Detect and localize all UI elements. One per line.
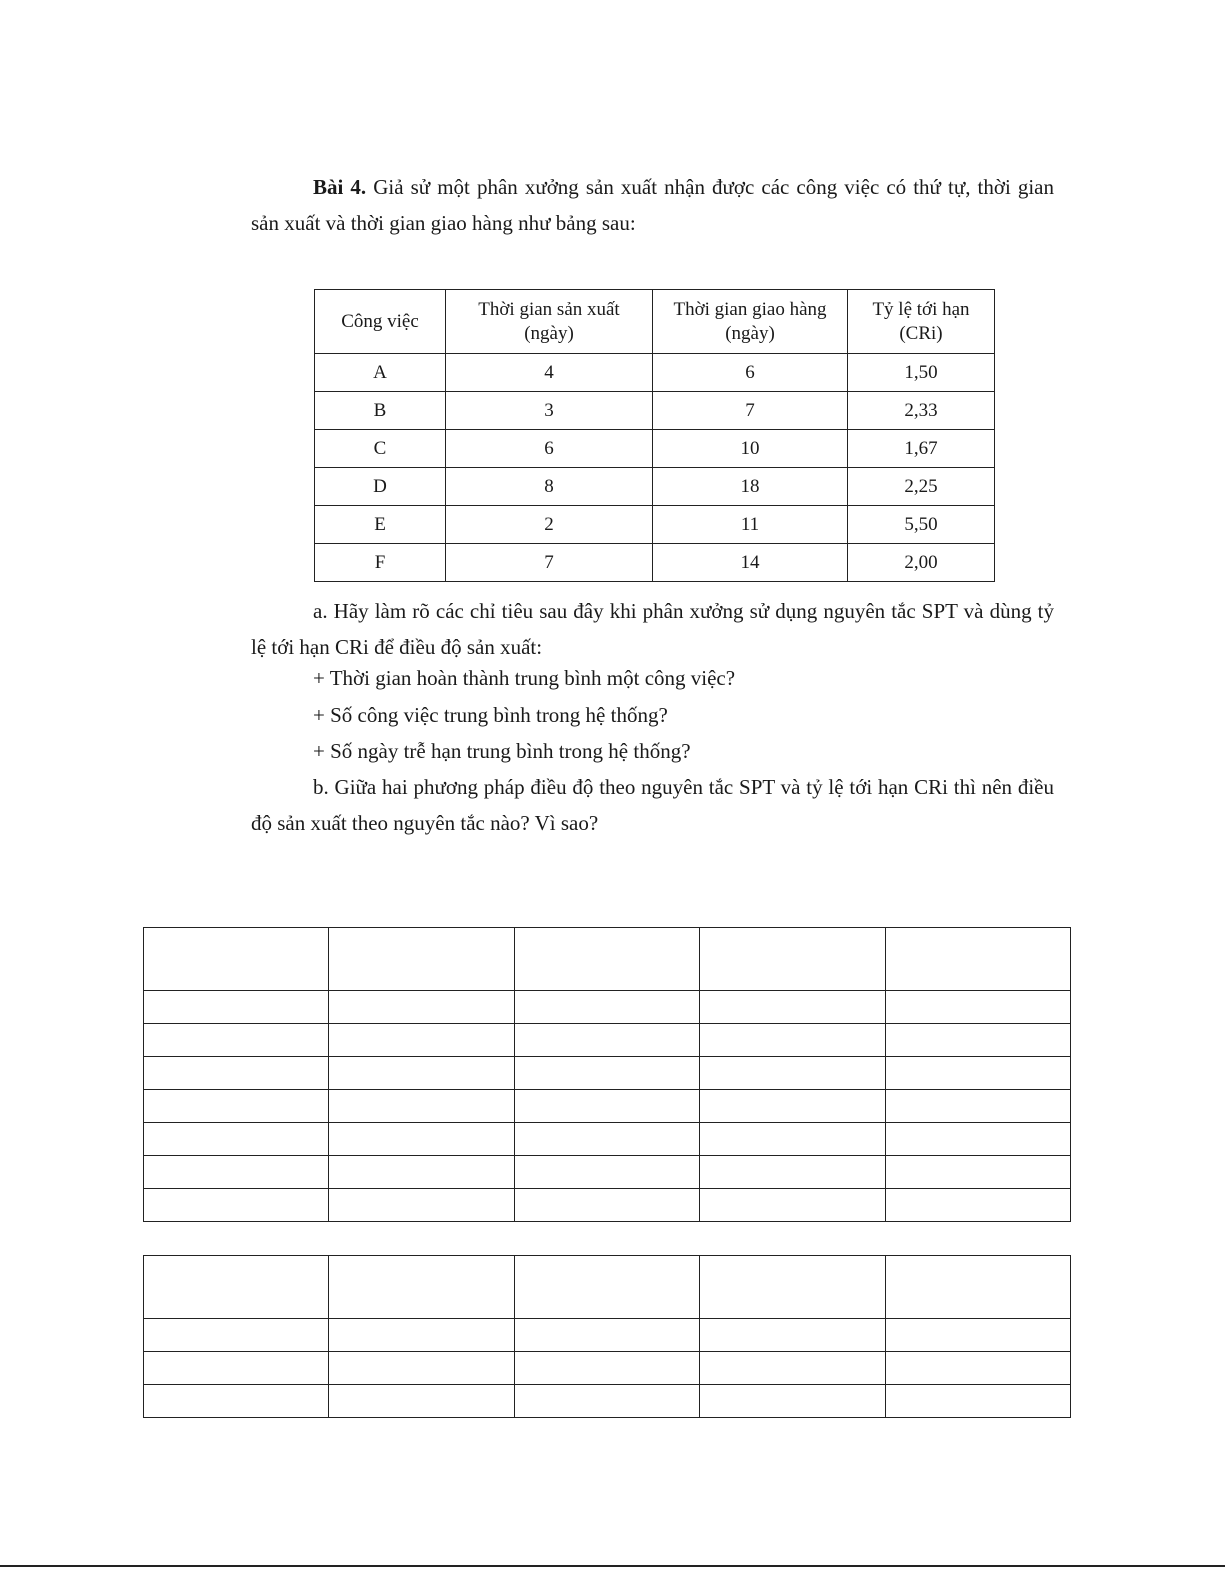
empty-cell — [700, 1024, 885, 1057]
empty-cell — [329, 1156, 514, 1189]
empty-cell — [700, 1189, 885, 1222]
table-row — [315, 506, 995, 544]
empty-cell — [329, 1024, 514, 1057]
empty-cell — [885, 1123, 1070, 1156]
empty-cell — [885, 991, 1070, 1024]
table-header-row — [315, 290, 995, 354]
empty-cell — [144, 1057, 329, 1090]
table-cell: 5,50 — [848, 506, 995, 544]
empty-cell — [885, 1319, 1070, 1352]
table-row — [315, 544, 995, 582]
empty-cell — [514, 991, 699, 1024]
table-cell: F — [315, 544, 446, 582]
empty-cell — [514, 1024, 699, 1057]
table-cell: 7 — [446, 544, 653, 582]
empty-cell — [514, 1319, 699, 1352]
empty-table-1 — [143, 927, 1071, 1222]
table-cell: D — [315, 468, 446, 506]
empty-row — [144, 1156, 1071, 1189]
empty-cell — [514, 1256, 699, 1319]
empty-row — [144, 928, 1071, 991]
header-delivery-time — [653, 290, 848, 354]
empty-cell — [514, 1352, 699, 1385]
empty-cell — [700, 1090, 885, 1123]
empty-cell — [144, 1024, 329, 1057]
empty-row — [144, 1123, 1071, 1156]
table-cell: A — [315, 354, 446, 392]
table-cell: 1,67 — [848, 430, 995, 468]
empty-cell — [514, 928, 699, 991]
table-cell: 6 — [446, 430, 653, 468]
header-job — [315, 290, 446, 354]
empty-row — [144, 1090, 1071, 1123]
empty-cell — [144, 1189, 329, 1222]
empty-cell — [885, 1385, 1070, 1418]
intro-text: Giả sử một phân xưởng sản xuất nhận được các công việc có thứ tự, thời gian sản xuất và thời gian giao hàng như bảng sau: — [251, 175, 1054, 235]
table-cell: 14 — [653, 544, 848, 582]
empty-cell — [700, 1352, 885, 1385]
empty-row — [144, 1057, 1071, 1090]
jobs-table — [314, 289, 995, 582]
empty-cell — [144, 1385, 329, 1418]
empty-cell — [700, 1319, 885, 1352]
question-b: b. Giữa hai phương pháp điều độ theo nguyên tắc SPT và tỷ lệ tới hạn CRi thì nên điều độ sản xuất theo nguyên tắc nào? Vì sao? — [251, 775, 1054, 835]
table-cell: 4 — [446, 354, 653, 392]
empty-cell — [700, 1123, 885, 1156]
table-row — [315, 354, 995, 392]
empty-cell — [329, 1385, 514, 1418]
intro-paragraph — [251, 169, 1054, 241]
empty-cell — [514, 1090, 699, 1123]
empty-row — [144, 1319, 1071, 1352]
table-row — [315, 468, 995, 506]
table-cell: 3 — [446, 392, 653, 430]
empty-cell — [885, 1057, 1070, 1090]
empty-cell — [329, 1057, 514, 1090]
empty-table-2 — [143, 1255, 1071, 1418]
empty-cell — [329, 928, 514, 991]
empty-row — [144, 991, 1071, 1024]
table-cell: 6 — [653, 354, 848, 392]
empty-cell — [514, 1385, 699, 1418]
bullet-item: + Thời gian hoàn thành trung bình một công việc? — [313, 666, 736, 690]
table-cell: E — [315, 506, 446, 544]
empty-cell — [514, 1057, 699, 1090]
table-cell: 8 — [446, 468, 653, 506]
empty-cell — [885, 1024, 1070, 1057]
table-cell: 2,25 — [848, 468, 995, 506]
empty-cell — [144, 991, 329, 1024]
empty-cell — [329, 1090, 514, 1123]
empty-cell — [329, 1256, 514, 1319]
empty-cell — [885, 1090, 1070, 1123]
empty-cell — [329, 1352, 514, 1385]
empty-cell — [329, 1189, 514, 1222]
empty-cell — [700, 1385, 885, 1418]
table-cell: C — [315, 430, 446, 468]
table-cell: 18 — [653, 468, 848, 506]
empty-cell — [144, 1156, 329, 1189]
table-row — [315, 392, 995, 430]
empty-cell — [885, 1189, 1070, 1222]
table-cell: 2,33 — [848, 392, 995, 430]
table-cell: 2,00 — [848, 544, 995, 582]
empty-cell — [885, 928, 1070, 991]
header-text: Thời gian sản xuất — [478, 298, 620, 320]
empty-cell — [144, 1123, 329, 1156]
page-bottom-rule — [0, 1565, 1225, 1567]
exercise-label: Bài 4. — [313, 175, 367, 199]
empty-cell — [329, 1123, 514, 1156]
bullet-item: + Số ngày trễ hạn trung bình trong hệ thống? — [313, 739, 691, 763]
table-cell: B — [315, 392, 446, 430]
empty-cell — [700, 928, 885, 991]
empty-cell — [144, 1319, 329, 1352]
header-critical-ratio — [848, 290, 995, 354]
empty-cell — [144, 928, 329, 991]
empty-cell — [700, 1057, 885, 1090]
header-unit: (ngày) — [725, 322, 775, 344]
table-cell: 1,50 — [848, 354, 995, 392]
empty-row — [144, 1352, 1071, 1385]
table-row — [315, 430, 995, 468]
empty-cell — [329, 1319, 514, 1352]
question-a: a. Hãy làm rõ các chỉ tiêu sau đây khi phân xưởng sử dụng nguyên tắc SPT và dùng tỷ lệ tới hạn CRi để điều độ sản xuất: — [251, 599, 1054, 659]
header-unit: (CRi) — [899, 322, 943, 344]
table-cell: 10 — [653, 430, 848, 468]
empty-row — [144, 1024, 1071, 1057]
table-cell: 7 — [653, 392, 848, 430]
empty-cell — [144, 1352, 329, 1385]
empty-cell — [514, 1189, 699, 1222]
table-cell: 2 — [446, 506, 653, 544]
empty-cell — [885, 1352, 1070, 1385]
empty-cell — [885, 1256, 1070, 1319]
header-text: Công việc — [341, 310, 419, 332]
empty-cell — [700, 1256, 885, 1319]
empty-cell — [144, 1090, 329, 1123]
empty-row — [144, 1189, 1071, 1222]
empty-cell — [700, 1156, 885, 1189]
header-text: Tỷ lệ tới hạn — [872, 298, 970, 320]
empty-cell — [885, 1156, 1070, 1189]
empty-cell — [514, 1156, 699, 1189]
bullet-item: + Số công việc trung bình trong hệ thống? — [313, 703, 668, 727]
header-unit: (ngày) — [524, 322, 574, 344]
header-text: Thời gian giao hàng — [673, 298, 827, 320]
empty-cell — [144, 1256, 329, 1319]
empty-cell — [514, 1123, 699, 1156]
empty-row — [144, 1385, 1071, 1418]
header-production-time — [446, 290, 653, 354]
table-cell: 11 — [653, 506, 848, 544]
empty-cell — [329, 991, 514, 1024]
empty-cell — [700, 991, 885, 1024]
empty-row — [144, 1256, 1071, 1319]
